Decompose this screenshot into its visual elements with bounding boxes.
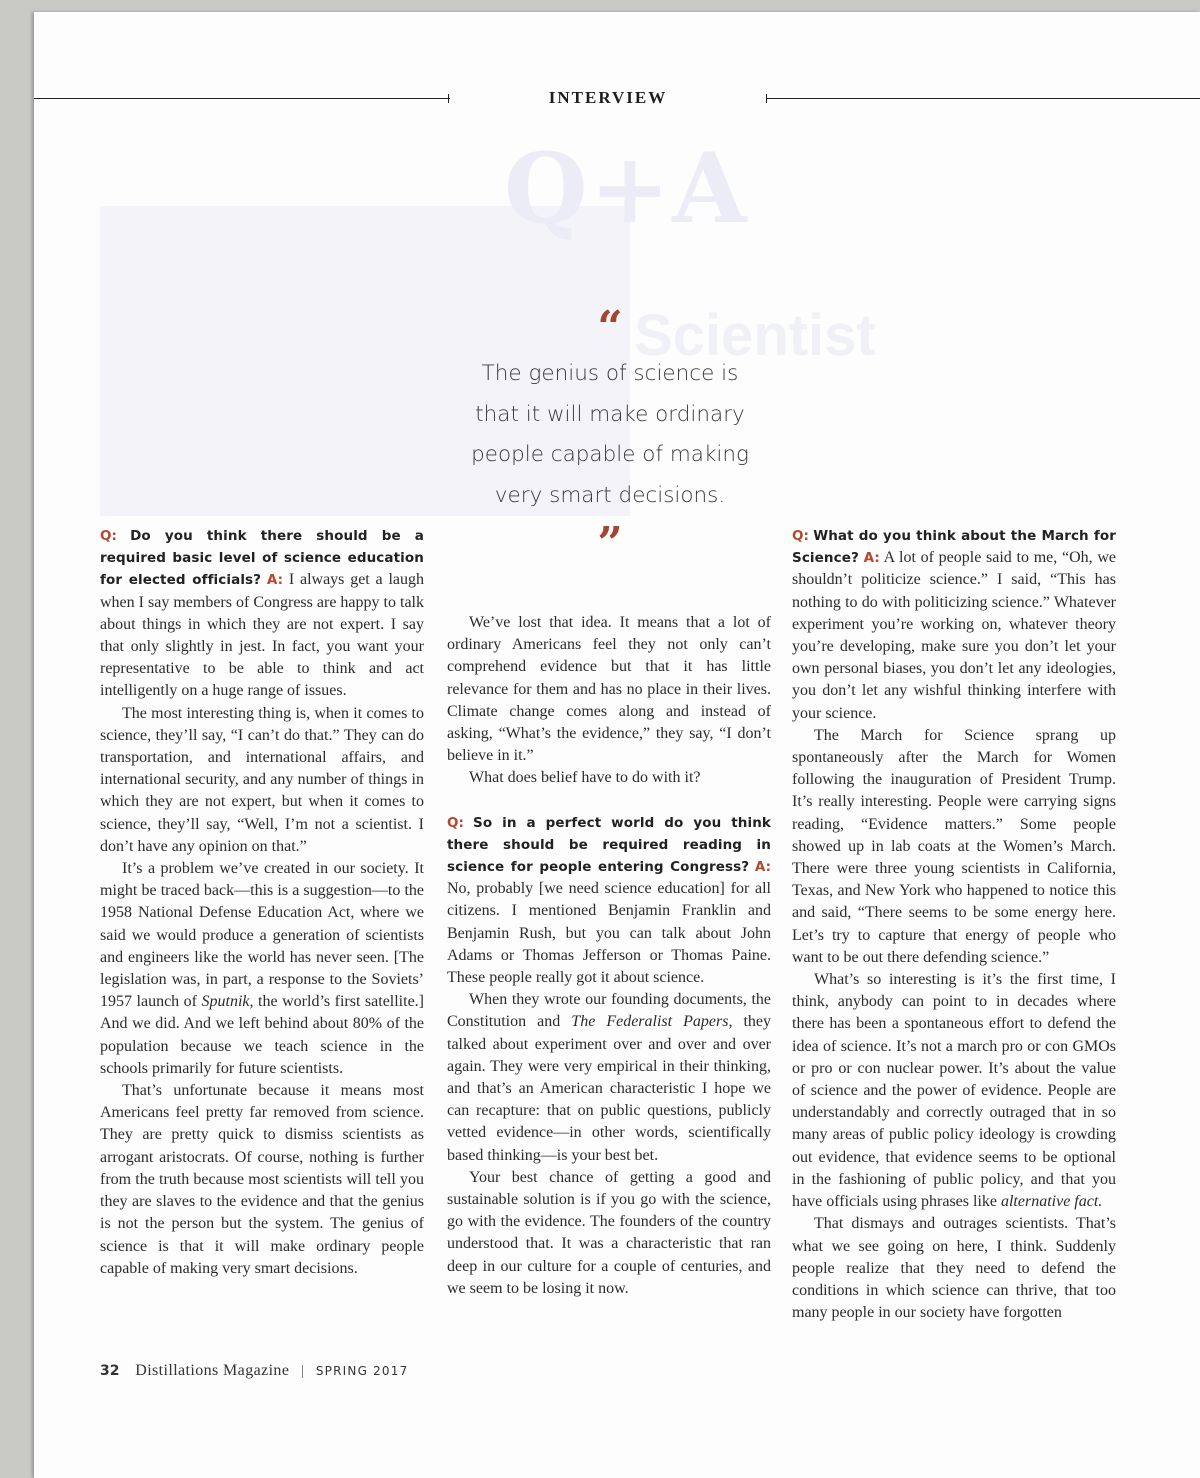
paragraph-text: When they wrote our founding documents, the Constitution and — [447, 991, 771, 1031]
answer-label: A: — [863, 550, 880, 567]
paragraph-text: they talked about experiment over and over and over again. They were very empirical in their thinking, and that’s an American characteristic I hope we can recapture: that on public questions, publicly vetted evidence—in other words, scientifically based thinking—is your best bet. — [447, 1013, 772, 1164]
answer-text: I always get a laugh when I say members of Congress are happy to talk about things in which they are not expert. I say that only slightly in jest. In fact, you want your representative to be able to think and act intelligently on a huge range of issues. — [100, 571, 425, 700]
question-label: Q: — [100, 528, 117, 544]
pull-quote-line: very smart decisions. — [494, 482, 726, 508]
question-text: Do you think there should be a required basic level of science education for elected officials? — [100, 528, 425, 589]
magazine-name: Distillations Magazine — [135, 1362, 290, 1379]
question-answer-3 — [792, 525, 1116, 725]
close-quote-icon: ” — [597, 518, 623, 569]
header-rule-right — [766, 98, 1200, 99]
italic-title: Sputnik, — [201, 993, 254, 1011]
answer-label: A: — [754, 859, 772, 876]
answer-label: A: — [266, 572, 284, 589]
column-2 — [447, 612, 771, 1300]
paragraph: We’ve lost that idea. It means that a lot of ordinary Americans feel they not only can’t comprehend evidence but that it has little relevance for them and has no place in their lives. Climate change comes along and instead of asking, “What’s the evidence,” they say, “I don’t believe in it.” — [447, 614, 771, 765]
question-text: So in a perfect world do you think there should be required reading in science for people entering Congress? — [447, 814, 771, 876]
paragraph: That’s unfortunate because it means most Americans feel pretty far removed from science. They are pretty quick to dismiss scientists as arrogant aristocrats. Of course, nothing is further from the truth because most scientists will tell you they are slaves to the evidence and that the genius is not the person but the system. The genius of science is that it will make ordinary people capable of making very smart decisions. — [100, 1082, 424, 1277]
paragraph: Your best chance of getting a good and sustainable solution is if you go with the science, go with the evidence. The founders of the country understood that. It was a characteristic that ran deep in our culture for a couple of centuries, and we seem to be losing it now. — [447, 1168, 771, 1297]
question-label: Q: — [447, 814, 464, 831]
pull-quote-line: that it will make ordinary — [475, 401, 745, 427]
question-answer-1 — [100, 525, 424, 703]
paragraph — [100, 858, 424, 1080]
pull-quote-line: The genius of science is — [481, 361, 739, 386]
page-footer — [100, 1362, 408, 1380]
paragraph: What does belief have to do with it? — [469, 769, 701, 787]
header-tick-left — [448, 94, 449, 103]
paragraph: The March for Science sprang up spontaneously after the March for Women following the inauguration of President Trump. It’s really interesting. People were carrying signs reading, “Evidence matters.” Some people showed up in lab coats at the Women’s March. There were three young scientists in California, Texas, and New York who happened to notice this and said, “There seems to be some energy here. Let’s try to capture that energy of people who want to be out there defending science.” — [792, 726, 1116, 966]
question-label: Q: — [792, 528, 809, 544]
header-rule-left — [34, 98, 450, 99]
section-title: INTERVIEW — [548, 88, 668, 107]
paragraph: That dismays and outrages scientists. That’s what we see going on here, I think. Suddenly people realize that they need to defend the conditions in which science can thrive, that too many people in our society have forgotten — [792, 1215, 1116, 1322]
question-text: What do you think about the March for Science? — [792, 528, 1116, 567]
paragraph: The most interesting thing is, when it comes to science, they’ll say, “I can’t do that.” They can do transportation, and international affairs, and international security, and any number of things in which they are not expert, but when it comes to science, they’ll say, “Well, I’m not a scientist. I don’t have any opinion on that.” — [100, 704, 424, 855]
pull-quote-text — [410, 354, 810, 516]
answer-text: No, probably [we need science education] for all citizens. I mentioned Benjamin Franklin and Benjamin Rush, but you can talk about John Adams or Thomas Jefferson or Thomas Paine. These people really got it about science. — [447, 880, 771, 987]
italic-title: The Federalist Papers, — [571, 1013, 733, 1031]
column-1 — [100, 525, 424, 1280]
pull-quote-line: people capable of making — [471, 442, 749, 467]
show-through-scientist-graphic: Scientist — [634, 303, 876, 368]
open-quote-icon: “ — [597, 302, 623, 353]
column-3 — [792, 525, 1116, 1324]
section-header — [34, 82, 1200, 112]
question-answer-2 — [447, 812, 771, 990]
paragraph — [447, 989, 771, 1167]
magazine-page — [34, 12, 1200, 1478]
pull-quote — [410, 302, 810, 569]
paragraph-text: What’s so interesting is it’s the first time, I think, anybody can point to in decades where there has been a spontaneous effort to defend the idea of science. It’s not a march pro or con GMOs or pro or con nuclear power. It’s about the value of science and the power of evidence. People are understandably and correctly outraged that in so many areas of public policy ideology is crowding out evidence, that evidence seems to be optional in the fashioning of public policy, and that you have officials using phrases like — [792, 971, 1116, 1211]
answer-text: A lot of people said to me, “Oh, we shouldn’t politicize science.” I said, “This has nothing to do with politicizing science.” Whatever experiment you’re working on, whatever theory you’re developing, make sure you don’t let your own personal biases, you don’t let any ideologies, you don’t let any wishful thinking interfere with your science. — [792, 549, 1117, 722]
footer-separator: | — [301, 1363, 305, 1379]
italic-phrase: alternative fact. — [1000, 1193, 1103, 1211]
paragraph-text: It’s a problem we’ve created in our society. It might be traced back—this is a suggestion—to the 1958 National Defense Education Act, where we said we would produce a generation of scientists and engineers like the world has never seen. [The legislation was, in part, a response to the Soviets’ 1957 launch of — [100, 860, 424, 1011]
show-through-qa-graphic: Q+A — [504, 132, 749, 245]
page-number: 32 — [100, 1363, 120, 1379]
issue-label: SPRING 2017 — [315, 1364, 409, 1378]
paragraph-text: the world’s first satellite.] And we did. And we left behind about 80% of the population because we teach science in the schools primarily for future scientists. — [100, 993, 424, 1077]
paragraph — [792, 969, 1116, 1213]
